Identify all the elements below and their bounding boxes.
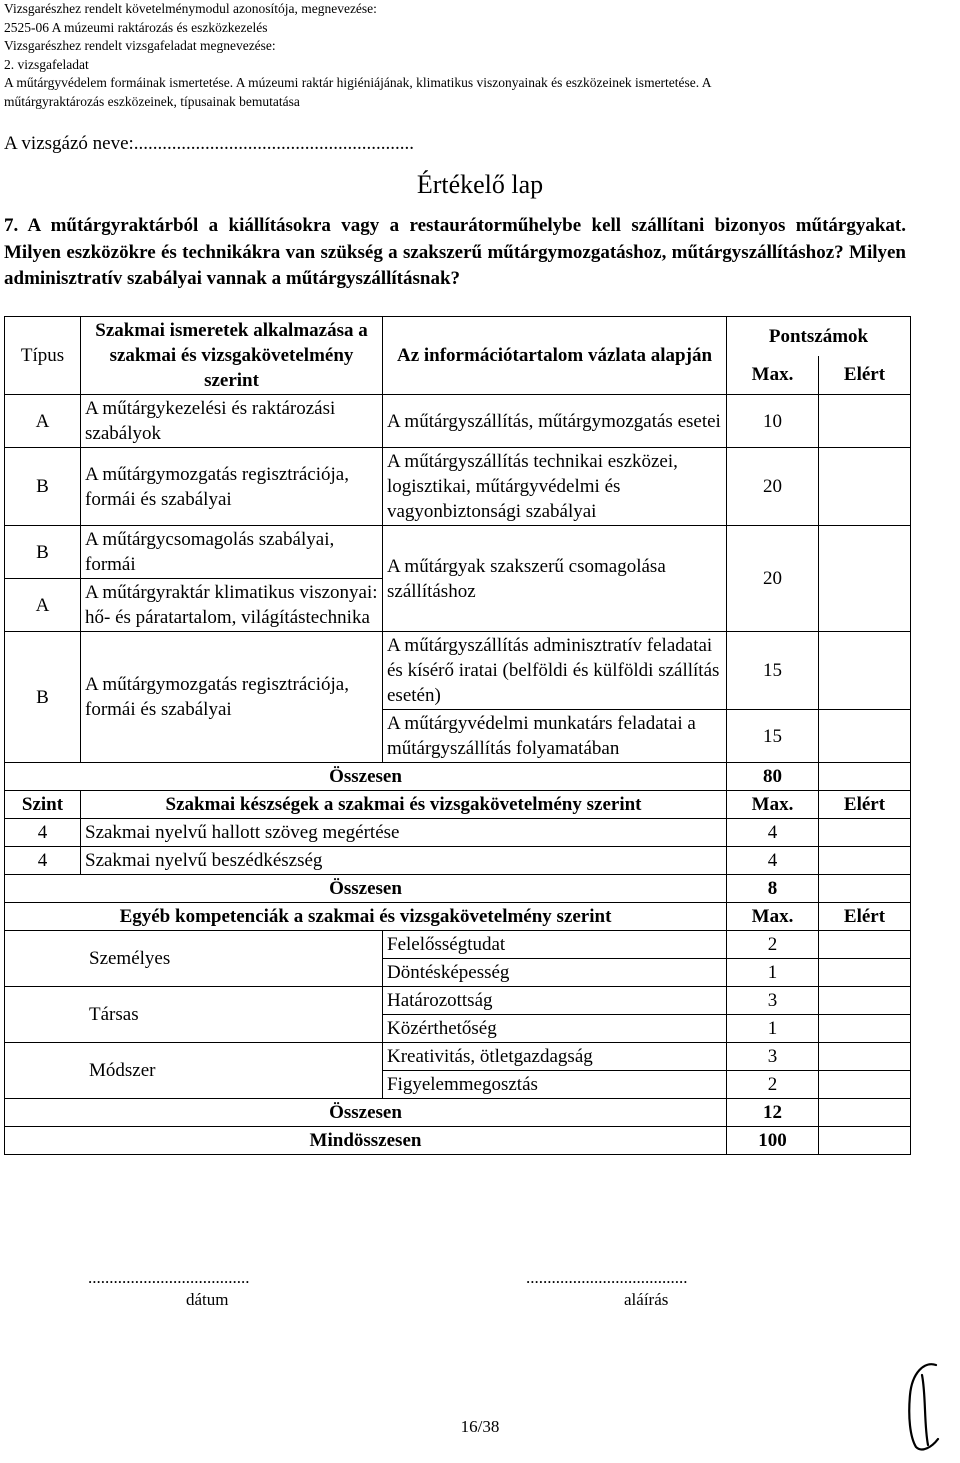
subtotal-row (5, 763, 911, 791)
elert-cell[interactable] (819, 1071, 911, 1099)
elert-cell[interactable] (819, 448, 911, 526)
szint-cell: 4 (5, 819, 81, 847)
exam-question: 7. A műtárgyraktárból a kiállításokra vagy a restaurátorműhelybe kell szállítani bizonyos műtárgyakat. Milyen eszközökre és technikákra van szükség a szakszerű műtárgymozgatáshoz, műtárgyszállításhoz? Milyen adminisztratív szabályai vannak a műtárgyszállításnak? (4, 215, 906, 289)
col-info: Az információtartalom vázlata alapján (383, 317, 727, 395)
table-header-row (5, 317, 911, 356)
max-cell: 20 (727, 526, 819, 632)
info-cell: A műtárgyak szakszerű csomagolása szállításhoz (383, 526, 727, 632)
elert-cell[interactable] (819, 710, 911, 763)
skills-header-row (5, 791, 911, 819)
elert-cell[interactable] (819, 1099, 911, 1127)
max-cell: 3 (727, 987, 819, 1015)
table-row (5, 1043, 911, 1071)
col-szakmai: Szakmai ismeretek alkalmazása a szakmai és vizsgakövetelmény szerint (81, 317, 383, 395)
skill-label: Szakmai nyelvű beszédkészség (81, 847, 727, 875)
grand-total-label: Mindösszesen (5, 1127, 727, 1155)
header-line: A műtárgyvédelem formáinak ismertetése. A múzeumi raktár higiéniájának, klimatikus viszonyainak és eszközeinek ismertetése. A (4, 75, 712, 90)
subtotal-label: Összesen (5, 763, 727, 791)
max-cell: 2 (727, 1071, 819, 1099)
subtotal-label: Összesen (5, 875, 727, 903)
max-cell: 4 (727, 847, 819, 875)
header-line: 2525-06 A múzeumi raktározás és eszközkezelés (4, 19, 268, 35)
tipus-cell: B (5, 526, 81, 579)
max-cell: 4 (727, 819, 819, 847)
competence-label: Döntésképesség (383, 959, 727, 987)
max-cell: 2 (727, 931, 819, 959)
candidate-name-field: A vizsgázó neve:........................................................... (4, 133, 415, 154)
document-header (4, 0, 954, 111)
elert-cell[interactable] (819, 763, 911, 791)
competence-group: Társas (5, 987, 383, 1043)
elert-cell[interactable] (819, 931, 911, 959)
col-elert: Elért (819, 903, 911, 931)
competence-label: Közérthetőség (383, 1015, 727, 1043)
szakmai-cell: A műtárgymozgatás regisztrációja, formái és szabályai (81, 632, 383, 763)
handwritten-initial-mark (902, 1355, 946, 1455)
elert-cell[interactable] (819, 987, 911, 1015)
elert-cell[interactable] (819, 1127, 911, 1155)
info-cell: A műtárgyszállítás technikai eszközei, logisztikai, műtárgyvédelmi és vagyonbiztonsági szabályai (383, 448, 727, 526)
date-dots: ...................................... (88, 1268, 250, 1287)
subtotal-label: Összesen (5, 1099, 727, 1127)
info-cell: A műtárgyszállítás adminisztratív feladatai és kísérő iratai (belföldi és külföldi szállítás esetén) (383, 632, 727, 710)
col-max: Max. (727, 791, 819, 819)
elert-cell[interactable] (819, 819, 911, 847)
competence-label: Kreativitás, ötletgazdagság (383, 1043, 727, 1071)
szakmai-cell: A műtárgyraktár klimatikus viszonyai: hő- és páratartalom, világítástechnika (81, 579, 383, 632)
skills-header: Szakmai készségek a szakmai és vizsgakövetelmény szerint (81, 791, 727, 819)
table-row (5, 632, 911, 710)
elert-cell[interactable] (819, 959, 911, 987)
szakmai-cell: A műtárgymozgatás regisztrációja, formái és szabályai (81, 448, 383, 526)
tipus-cell: B (5, 448, 81, 526)
tipus-cell: A (5, 395, 81, 448)
page-title: Értékelő lap (416, 170, 544, 199)
col-tipus: Típus (5, 317, 81, 395)
competence-group: Személyes (5, 931, 383, 987)
table-row (5, 395, 911, 448)
header-line: 2. vizsgafeladat (4, 56, 89, 72)
page-number: 16/38 (460, 1417, 500, 1436)
header-line: Vizsgarészhez rendelt követelménymodul azonosítója, megnevezése: (4, 1, 377, 16)
szint-cell: 4 (5, 847, 81, 875)
max-cell: 15 (727, 632, 819, 710)
competence-label: Határozottság (383, 987, 727, 1015)
header-line: Vizsgarészhez rendelt vizsgafeladat megnevezése: (4, 38, 276, 53)
elert-cell[interactable] (819, 875, 911, 903)
elert-cell[interactable] (819, 395, 911, 448)
table-row (5, 819, 911, 847)
col-max: Max. (727, 356, 819, 395)
elert-cell[interactable] (819, 1015, 911, 1043)
subtotal-value: 8 (727, 875, 819, 903)
elert-cell[interactable] (819, 847, 911, 875)
grand-total-value: 100 (727, 1127, 819, 1155)
header-line: műtárgyraktározás eszközeinek, típusainak bemutatása (4, 93, 300, 109)
table-row (5, 448, 911, 526)
competence-group: Módszer (5, 1043, 383, 1099)
col-szint: Szint (5, 791, 81, 819)
table-row (5, 987, 911, 1015)
elert-cell[interactable] (819, 526, 911, 632)
subtotal-value: 12 (727, 1099, 819, 1127)
max-cell: 15 (727, 710, 819, 763)
competence-header-row (5, 903, 911, 931)
skill-label: Szakmai nyelvű hallott szöveg megértése (81, 819, 727, 847)
elert-cell[interactable] (819, 1043, 911, 1071)
col-elert: Elért (819, 356, 911, 395)
col-elert: Elért (819, 791, 911, 819)
info-cell: A műtárgyszállítás, műtárgymozgatás esetei (383, 395, 727, 448)
table-row (5, 526, 911, 579)
max-cell: 10 (727, 395, 819, 448)
grand-total-row (5, 1127, 911, 1155)
table-row (5, 847, 911, 875)
table-row (5, 931, 911, 959)
max-cell: 1 (727, 1015, 819, 1043)
szakmai-cell: A műtárgykezelési és raktározási szabályok (81, 395, 383, 448)
col-pontszamok: Pontszámok (727, 317, 911, 356)
subtotal-row (5, 1099, 911, 1127)
date-label: dátum (186, 1290, 229, 1309)
competence-header: Egyéb kompetenciák a szakmai és vizsgakövetelmény szerint (5, 903, 727, 931)
max-cell: 3 (727, 1043, 819, 1071)
col-max: Max. (727, 903, 819, 931)
elert-cell[interactable] (819, 632, 911, 710)
tipus-cell: B (5, 632, 81, 763)
max-cell: 1 (727, 959, 819, 987)
signature-label: aláírás (624, 1290, 669, 1309)
info-cell: A műtárgyvédelmi munkatárs feladatai a műtárgyszállítás folyamatában (383, 710, 727, 763)
evaluation-table (4, 316, 911, 1155)
subtotal-value: 80 (727, 763, 819, 791)
szakmai-cell: A műtárgycsomagolás szabályai, formái (81, 526, 383, 579)
signature-dots: ...................................... (526, 1268, 688, 1287)
competence-label: Felelősségtudat (383, 931, 727, 959)
competence-label: Figyelemmegosztás (383, 1071, 727, 1099)
tipus-cell: A (5, 579, 81, 632)
max-cell: 20 (727, 448, 819, 526)
subtotal-row (5, 875, 911, 903)
